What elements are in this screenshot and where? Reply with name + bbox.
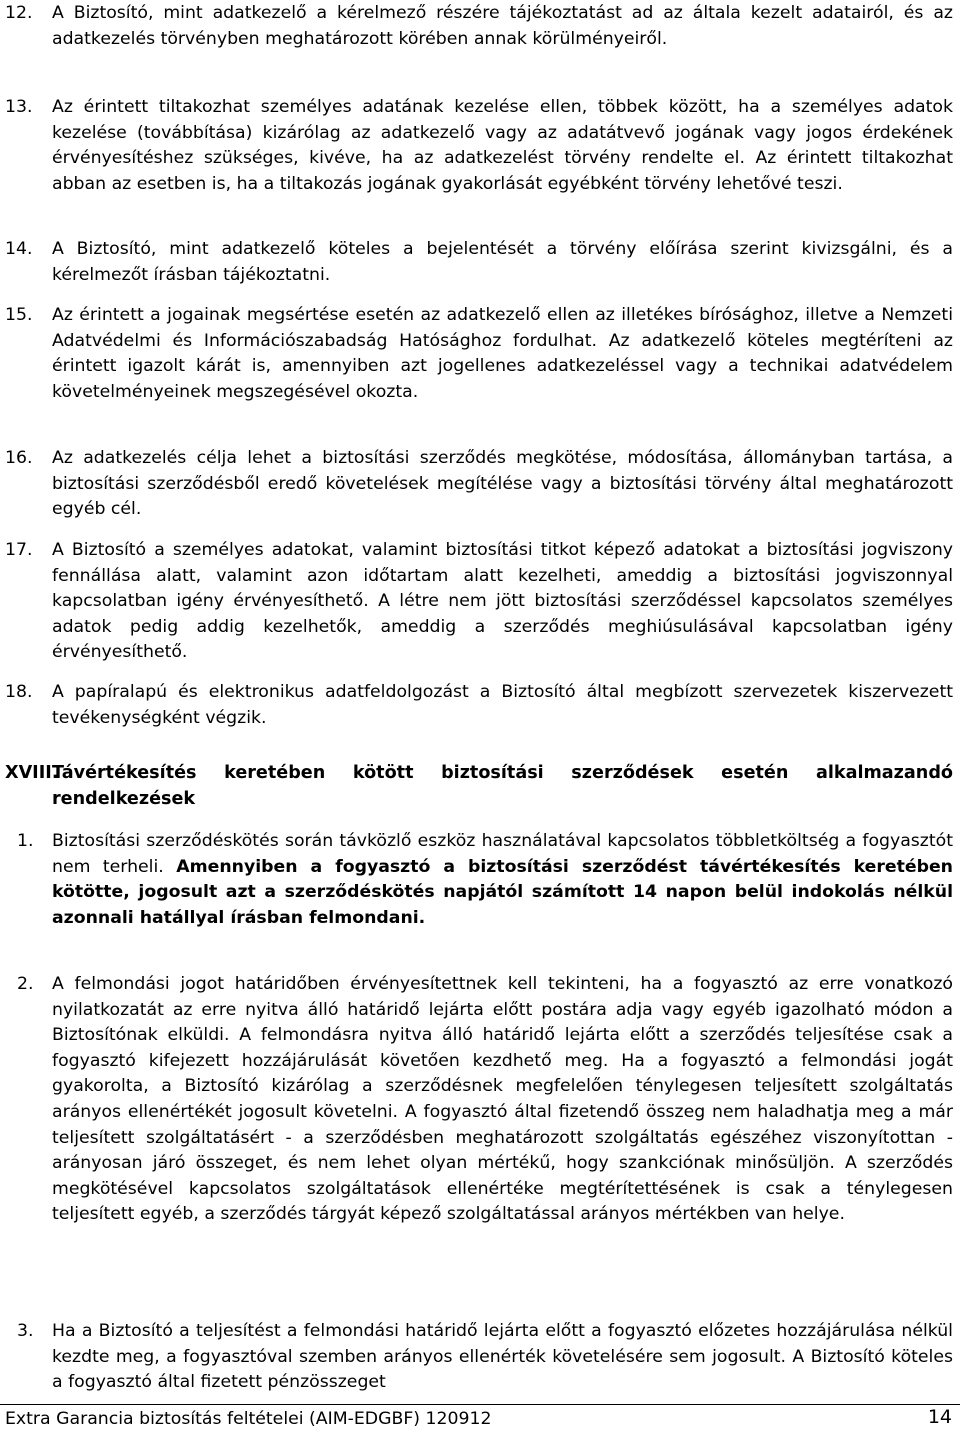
footer-document-title: Extra Garancia biztosítás feltételei (AIM-EDGBF) 120912 <box>5 1409 492 1429</box>
clause-number: 18. <box>5 682 33 702</box>
clause-number: 17. <box>5 540 33 560</box>
clause-text: A Biztosító a személyes adatokat, valamint biztosítási titkot képező adatokat a biztosítási jogviszony fennállása alatt, valamint azon időtartam alatt kezelheti, ameddig a biztosítási jogviszonnyal kapcsolatban igény érvényesíthető. A létre nem jött biztosítási szerződéssel kapcsolatos személyes adatok pedig addig kezelhetők, ameddig a szerződés meghiúsulásával kapcsolatban igény érvényesíthető. <box>52 540 953 663</box>
clause-number: 13. <box>5 97 33 117</box>
clause-14 <box>5 237 953 288</box>
clause-text: Az adatkezelés célja lehet a biztosítási szerződés megkötése, módosítása, állományban tartása, a biztosítási szerződésből eredő követelések megítélése vagy a biztosítási törvény által meghatározott egyéb cél. <box>52 448 953 520</box>
clause-text: A Biztosító, mint adatkezelő a kérelmező részére tájékoztatást ad az általa kezelt adatairól, és az adatkezelés törvényben meghatározott körében annak körülményeiről. <box>52 3 953 49</box>
clause-text: A felmondási jogot határidőben érvényesítettnek kell tekinteni, ha a fogyasztó az erre vonatkozó nyilatkozatát az erre nyitva álló határidő lejárta előtt postára adja vagy egyéb igazolható módon a Biztosítónak elküldi. A felmondásra nyitva álló határidő lejárta előtt a szerződés teljesítése csak a fogyasztó kifejezett hozzájárulását követően kezdhető meg. Ha a fogyasztó a felmondási jogát gyakorolta, a Biztosító kizárólag a szerződésnek megfelelően ténylegesen teljesített szolgáltatás arányos ellenértékét jogosult követelni. A fogyasztó által fizetendő összeg nem haladhatja meg a már teljesített szolgáltatásért - a szerződésben meghatározott szolgáltatás egészéhez viszonyítottan - arányosan járó összeget, és nem lehet olyan mértékű, hogy szankciónak minősüljön. A szerződés megkötésével kapcsolatos szolgáltatások ellenértéke megtérítettésének is csak a ténylegesen teljesített egyéb, a szerződés tárgyát képező szolgáltatással arányos mértékben van helye. <box>52 974 953 1225</box>
clause-text: A Biztosító, mint adatkezelő köteles a bejelentését a törvény előírása szerint kivizsgálni, és a kérelmezőt írásban tájékoztatni. <box>52 239 953 285</box>
section-number: XVIII. <box>5 763 59 783</box>
clause-text: A papíralapú és elektronikus adatfeldolgozást a Biztosító által megbízott szervezetek kiszervezett tevékenységként végzik. <box>52 682 953 728</box>
section-heading <box>5 761 953 812</box>
clause-number: 15. <box>5 305 33 325</box>
clause-number: 2. <box>17 974 34 994</box>
section-clause-2 <box>17 972 953 1228</box>
clause-18 <box>5 680 953 731</box>
clause-number: 12. <box>5 3 33 23</box>
clause-16 <box>5 446 953 523</box>
clause-text: Az érintett tiltakozhat személyes adatának kezelése ellen, többek között, ha a személyes adatok kezelése (továbbítása) kizárólag az adatkezelő vagy az adatátvevő jogának vagy jogos érdekének érvényesítéshez szükséges, kivéve, ha az adatkezelést törvény rendelte el. Az érintett tiltakozhat abban az esetben is, ha a tiltakozás jogának gyakorlását egyébként törvény lehetővé teszi. <box>52 97 953 194</box>
page-number: 14 <box>927 1406 952 1428</box>
clause-bold-text: Amennyiben a fogyasztó a biztosítási szerződést távértékesítés keretében kötötte, jogosult azt a szerződéskötés napjától számított 14 napon belül indokolás nélkül azonnali hatállyal írásban felmondani. <box>52 856 953 928</box>
page-footer <box>0 1404 960 1433</box>
clause-13 <box>5 95 953 197</box>
clause-text: Biztosítási szerződéskötés során távközlő eszköz használatával kapcsolatos többletköltség a fogyasztót nem terheli. <box>52 831 953 877</box>
section-title: Távértékesítés keretében kötött biztosítási szerződések esetén alkalmazandó rendelkezések <box>52 763 953 809</box>
clause-number: 14. <box>5 239 33 259</box>
clause-text: Az érintett a jogainak megsértése esetén az adatkezelő ellen az illetékes bírósághoz, illetve a Nemzeti Adatvédelmi és Információszabadság Hatósághoz fordulhat. Az adatkezelő köteles megtéríteni az érintett igazolt kárát is, amennyiben azt jogellenes adatkezeléssel vagy a technikai adatvédelem követelményeinek megszegésével okozta. <box>52 305 953 402</box>
clause-17 <box>5 538 953 666</box>
section-clause-3 <box>17 1319 953 1396</box>
clause-number: 1. <box>17 831 34 851</box>
clause-number: 3. <box>17 1321 34 1341</box>
clause-text: Ha a Biztosító a teljesítést a felmondási határidő lejárta előtt a fogyasztó előzetes hozzájárulása nélkül kezdte meg, a fogyasztóval szemben arányos ellenérték követelésére sem jogosult. A Biztosító köteles a fogyasztó által fizetett pénzösszeget <box>52 1321 953 1393</box>
clause-15 <box>5 303 953 405</box>
clause-number: 16. <box>5 448 33 468</box>
clause-12 <box>5 1 953 52</box>
section-clause-1 <box>17 829 953 931</box>
clause-text-wrapper <box>52 829 953 931</box>
